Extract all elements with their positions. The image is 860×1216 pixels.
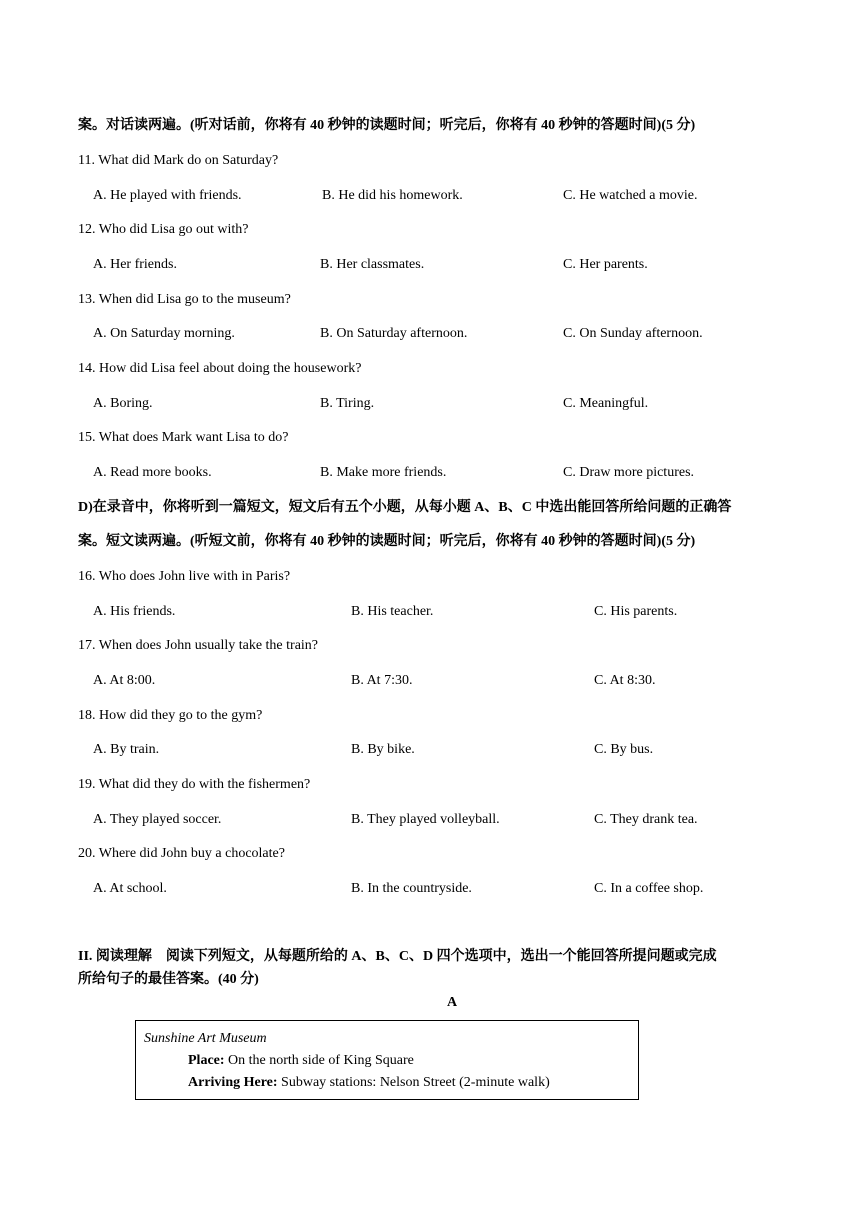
- question-16: 16. Who does John live with in Paris?: [78, 569, 291, 584]
- arriving-label: Arriving Here:: [188, 1075, 278, 1090]
- option-17a: A. At 8:00.: [93, 673, 156, 688]
- option-12a: A. Her friends.: [93, 257, 177, 272]
- option-14c: C. Meaningful.: [563, 396, 649, 411]
- option-11b: B. He did his homework.: [322, 188, 463, 203]
- option-14b: B. Tiring.: [320, 396, 375, 411]
- option-16b: B. His teacher.: [351, 604, 434, 619]
- option-18b: B. By bike.: [351, 742, 415, 757]
- option-13c: C. On Sunday afternoon.: [563, 326, 703, 341]
- option-19c: C. They drank tea.: [594, 812, 698, 827]
- option-17c: C. At 8:30.: [594, 673, 656, 688]
- part2-instruction-1: II. 阅读理解 阅读下列短文，从每题所给的 A、B、C、D 四个选项中，选出一个能回答所提问题或完成: [78, 949, 717, 964]
- option-13b: B. On Saturday afternoon.: [320, 326, 468, 341]
- option-20c: C. In a coffee shop.: [594, 881, 704, 896]
- option-13a: A. On Saturday morning.: [93, 326, 235, 341]
- question-13: 13. When did Lisa go to the museum?: [78, 292, 291, 307]
- option-11a: A. He played with friends.: [93, 188, 242, 203]
- place-value: On the north side of King Square: [224, 1053, 414, 1068]
- option-16a: A. His friends.: [93, 604, 176, 619]
- question-12: 12. Who did Lisa go out with?: [78, 222, 249, 237]
- option-18a: A. By train.: [93, 742, 160, 757]
- section-c-instruction: 案。对话读两遍。(听对话前，你将有 40 秒钟的读题时间；听完后，你将有 40 秒钟的答题时间)(5 分): [78, 118, 696, 133]
- part2-instruction-2: 所给句子的最佳答案。(40 分): [78, 972, 259, 987]
- option-18c: C. By bus.: [594, 742, 654, 757]
- place-label: Place:: [188, 1053, 225, 1068]
- option-20a: A. At school.: [93, 881, 167, 896]
- option-17b: B. At 7:30.: [351, 673, 413, 688]
- option-15b: B. Make more friends.: [320, 465, 447, 480]
- question-19: 19. What did they do with the fishermen?: [78, 777, 311, 792]
- question-15: 15. What does Mark want Lisa to do?: [78, 430, 289, 445]
- section-d-instruction-2: 案。短文读两遍。(听短文前，你将有 40 秒钟的读题时间；听完后，你将有 40 秒钟的答题时间)(5 分): [78, 534, 696, 549]
- museum-name: Sunshine Art Museum: [144, 1031, 267, 1046]
- option-19b: B. They played volleyball.: [351, 812, 500, 827]
- question-20: 20. Where did John buy a chocolate?: [78, 846, 285, 861]
- museum-place: [188, 1052, 414, 1070]
- option-14a: A. Boring.: [93, 396, 153, 411]
- option-12b: B. Her classmates.: [320, 257, 425, 272]
- option-12c: C. Her parents.: [563, 257, 648, 272]
- museum-arriving: [188, 1074, 550, 1092]
- option-15a: A. Read more books.: [93, 465, 212, 480]
- question-18: 18. How did they go to the gym?: [78, 708, 263, 723]
- arriving-value: Subway stations: Nelson Street (2-minute walk): [277, 1075, 550, 1090]
- option-19a: A. They played soccer.: [93, 812, 222, 827]
- section-d-instruction-1: D)在录音中，你将听到一篇短文，短文后有五个小题，从每小题 A、B、C 中选出能回答所给问题的正确答: [78, 500, 732, 515]
- museum-info-box: [135, 1020, 639, 1100]
- question-11: 11. What did Mark do on Saturday?: [78, 153, 279, 168]
- passage-label: A: [447, 995, 458, 1010]
- question-14: 14. How did Lisa feel about doing the housework?: [78, 361, 362, 376]
- option-16c: C. His parents.: [594, 604, 678, 619]
- option-11c: C. He watched a movie.: [563, 188, 698, 203]
- option-20b: B. In the countryside.: [351, 881, 472, 896]
- question-17: 17. When does John usually take the train?: [78, 638, 319, 653]
- option-15c: C. Draw more pictures.: [563, 465, 695, 480]
